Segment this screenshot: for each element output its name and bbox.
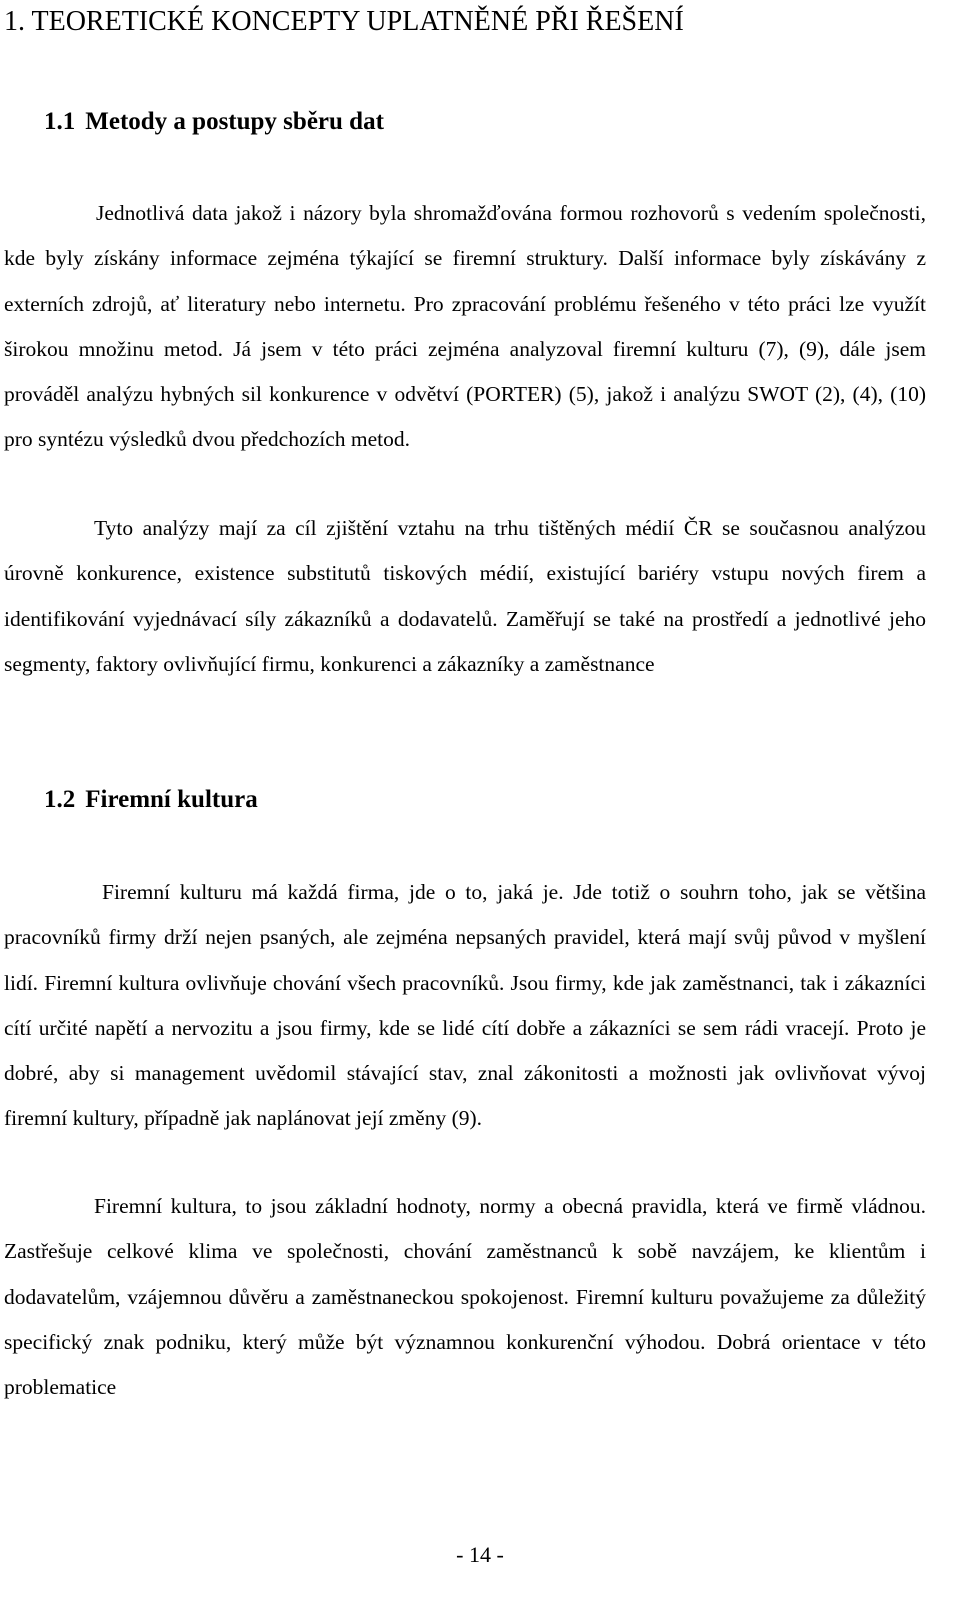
section-number: 1.1 bbox=[44, 108, 76, 135]
paragraph-analysis-goals: Tyto analýzy mají za cíl zjištění vztahu na trhu tištěných médií ČR se současnou analýzou úrovně konkurence, existence substitutů tiskových médií, existující bariéry vstupu nových firem a identifikování vyjednávací síly zákazníků a dodavatelů. Zaměřují se také na prostředí a jednotlivé jeho segmenty, faktory ovlivňující firmu, konkurenci a zákazníky a zaměstnance bbox=[4, 516, 926, 676]
section-heading-1-2 bbox=[44, 783, 258, 817]
paragraph-data-collection: Jednotlivá data jakož i názory byla shromažďována formou rozhovorů s vedením společnosti, kde byly získány informace zejména týkající se firemní struktury. Další informace byly získávány z externích zdrojů, ať literatury nebo internetu. Pro zpracování problému řešeného v této práci lze využít širokou množinu metod. Já jsem v této práci zejména analyzoval firemní kulturu (7), (9), dále jsem prováděl analýzu hybných sil konkurence v odvětví (PORTER) (5), jakož i analýzu SWOT (2), (4), (10) pro syntézu výsledků dvou předchozích metod. bbox=[4, 201, 926, 452]
section-heading-1-1 bbox=[44, 105, 384, 139]
section-title-text: Metody a postupy sběru dat bbox=[85, 108, 384, 135]
page-number: - 14 - bbox=[456, 1542, 504, 1567]
section-number: 1.2 bbox=[44, 786, 76, 813]
paragraph-corporate-culture-intro: Firemní kulturu má každá firma, jde o to, jaká je. Jde totiž o souhrn toho, jak se většina pracovníků firmy drží nejen psaných, ale zejména nepsaných pravidel, která mají svůj původ v myšlení lidí. Firemní kultura ovlivňuje chování všech pracovníků. Jsou firmy, kde jak zaměstnanci, tak i zákazníci cítí určité napětí a nervozitu a jsou firmy, kde se lidé cítí dobře a zákazníci se sem rádi vracejí. Proto je dobré, aby si management uvědomil stávající stav, znal zákonitosti a možnosti jak ovlivňovat vývoj firemní kultury, případně jak naplánovat její změny (9). bbox=[4, 880, 926, 1131]
paragraph-corporate-culture-definition: Firemní kultura, to jsou základní hodnoty, normy a obecná pravidla, která ve firmě vládnou. Zastřešuje celkové klima ve společnosti, chování zaměstnanců k sobě navzájem, ke klientům i dodavatelům, vzájemnou důvěru a zaměstnaneckou spokojenost. Firemní kulturu považujeme za důležitý specifický znak podniku, který může být významnou konkurenční výhodou. Dobrá orientace v této problematice bbox=[4, 1194, 926, 1400]
section-title-text: Firemní kultura bbox=[85, 786, 258, 813]
chapter-title: 1. TEORETICKÉ KONCEPTY UPLATNĚNÉ PŘI ŘEŠENÍ bbox=[4, 6, 684, 37]
